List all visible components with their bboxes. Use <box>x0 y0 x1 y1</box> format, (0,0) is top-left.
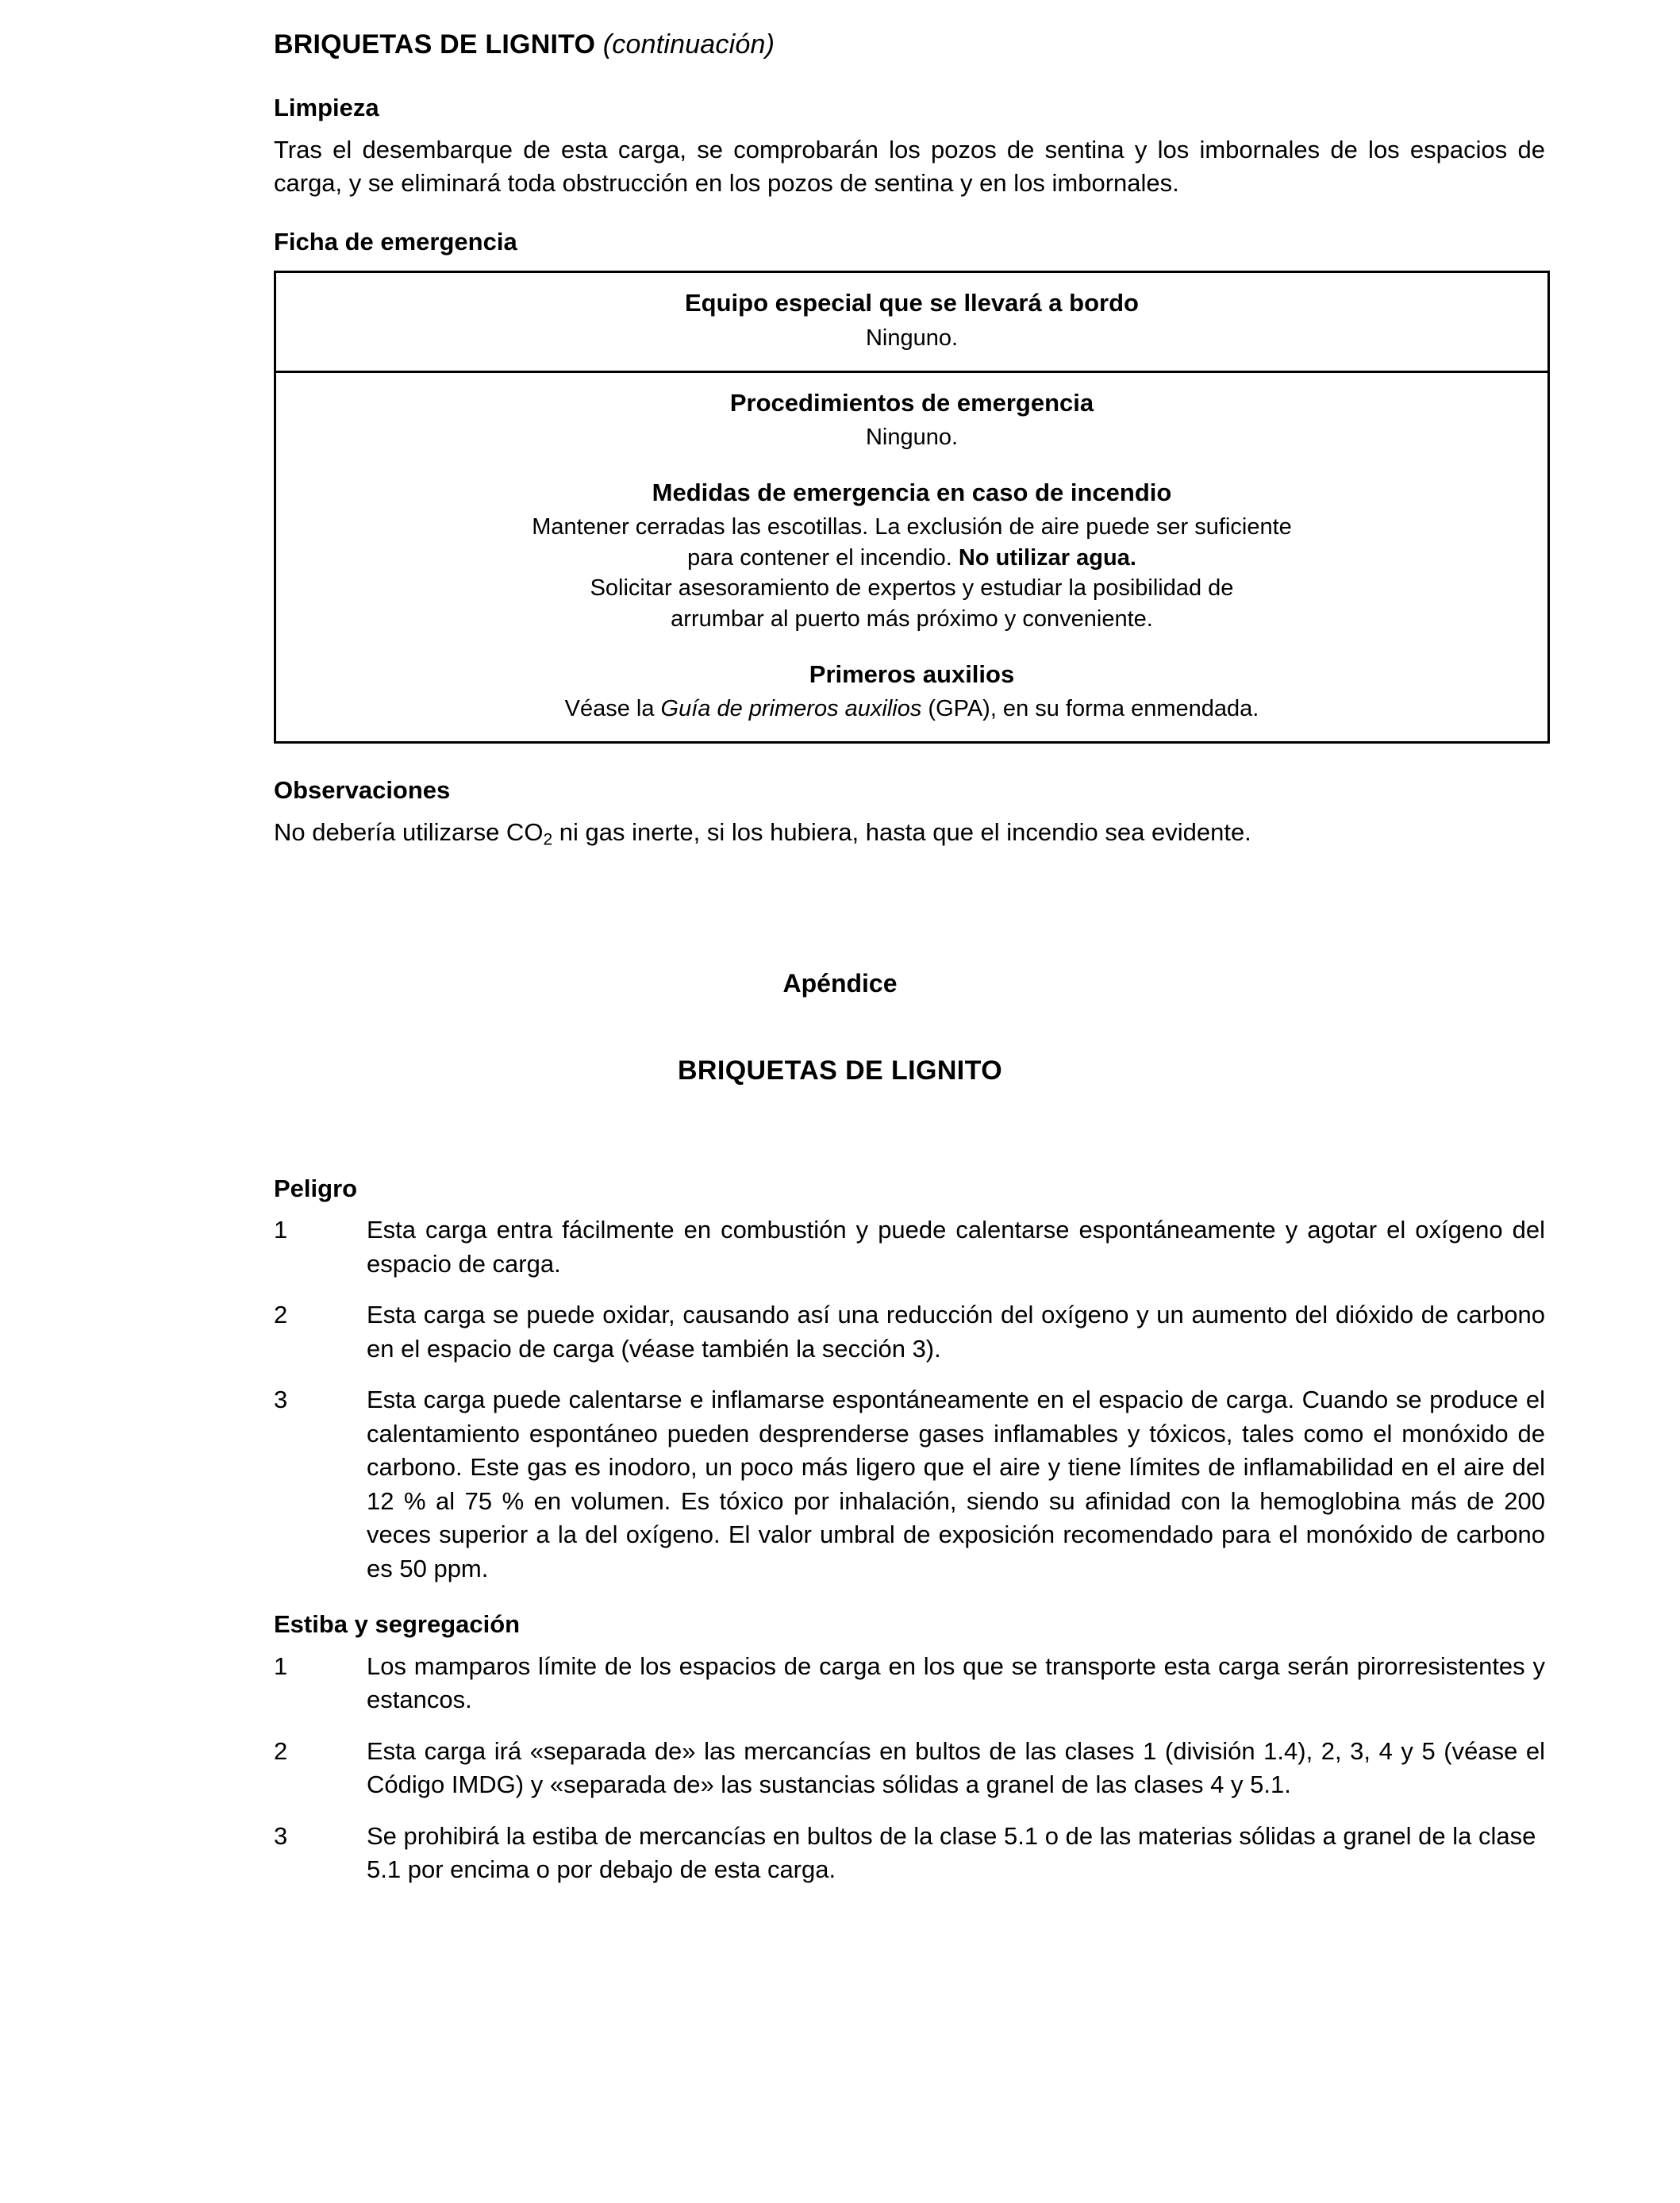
fire-measures-line-3: Solicitar asesoramiento de expertos y estudiar la posibilidad de <box>590 575 1234 602</box>
appendix-spacer <box>274 850 1545 969</box>
emergency-row-special-equipment <box>276 273 1547 371</box>
paragraph-observaciones <box>274 816 1545 849</box>
observaciones-text-b: ni gas inerte, si los hubiera, hasta que el incendio sea evidente. <box>552 818 1251 847</box>
fire-measures-line-1: Mantener cerradas las escotillas. La exclusión de aire puede ser suficiente <box>532 514 1292 540</box>
estiba-list <box>274 1650 1545 1887</box>
list-item-number: 3 <box>274 1821 288 1850</box>
observaciones-text-a: No debería utilizarse CO <box>274 818 544 847</box>
list-item-number: 1 <box>274 1651 288 1680</box>
fire-measures-line-4: arrumbar al puerto más próximo y conveniente. <box>671 606 1153 632</box>
first-aid-title: Primeros auxilios <box>809 659 1015 688</box>
list-item <box>274 1735 1545 1802</box>
list-item-number: 1 <box>274 1216 288 1244</box>
special-equipment-title: Equipo especial que se llevará a bordo <box>685 289 1139 317</box>
list-item-text: Esta carga puede calentarse e inflamarse espontáneamente en el espacio de carga. Cuando se produce el calentamiento espontáneo pueden desprenderse gases inflamables y tóxicos, tales como el monóxido de carbono. Este gas es inodoro, un poco más ligero que el aire y tiene límites de inflamabilidad en el aire del 12 % al 75 % en volumen. Es tóxico por inhalación, siendo su afinidad con la hemoglobina más de 200 veces superior a la del oxígeno. El valor umbral de exposición recomendado para el monóxido de carbono es 50 ppm. <box>367 1386 1545 1582</box>
first-aid-text-a: Véase la <box>564 695 661 721</box>
procedures-text: Ninguno. <box>865 425 959 451</box>
heading-peligro: Peligro <box>274 1174 358 1202</box>
heading-estiba-segregacion: Estiba y segregación <box>274 1610 521 1639</box>
emergency-schedule-box <box>274 271 1550 744</box>
list-item <box>274 1298 1545 1366</box>
first-aid-guide-title: Guía de primeros auxilios <box>660 695 922 721</box>
list-item-text: Esta carga entra fácilmente en combustión y puede calentarse espontáneamente y agotar el oxígeno del espacio de carga. <box>367 1216 1545 1278</box>
first-aid-text-b: (GPA), en su forma enmendada. <box>921 695 1259 721</box>
fire-measures-warning: No utilizar agua. <box>958 544 1136 571</box>
paragraph-limpieza: Tras el desembarque de esta carga, se comprobarán los pozos de sentina y los imbornales de los espacios de carga, y se eliminará toda obstrucción en los pozos de sentina y en los imbornales. <box>274 135 1545 198</box>
list-item <box>274 1650 1545 1717</box>
peligro-list <box>274 1213 1545 1586</box>
heading-limpieza: Limpieza <box>274 93 379 121</box>
fire-measures-line-2-text: para contener el incendio. <box>687 544 959 571</box>
list-item-text: Esta carga se puede oxidar, causando así una reducción del oxígeno y un aumento del dióxido de carbono en el espacio de carga (véase también la sección 3). <box>367 1301 1545 1363</box>
co2-subscript: 2 <box>543 830 553 849</box>
list-item-text: Los mamparos límite de los espacios de carga en los que se transporte esta carga serán pirorresistentes y estancos. <box>367 1651 1545 1714</box>
list-item-number: 2 <box>274 1301 288 1329</box>
appendix-title: BRIQUETAS DE LIGNITO <box>677 1055 1003 1086</box>
running-head-continuation: (continuación) <box>602 29 775 60</box>
list-item <box>274 1820 1545 1887</box>
running-head-title: BRIQUETAS DE LIGNITO <box>274 29 596 60</box>
appendix-label: Apéndice <box>782 968 898 998</box>
first-aid-text <box>297 694 1527 725</box>
list-item <box>274 1383 1545 1586</box>
fire-measures-title: Medidas de emergencia en caso de incendio <box>652 478 1172 506</box>
heading-ficha-emergencia: Ficha de emergencia <box>274 228 517 256</box>
list-item-text: Se prohibirá la estiba de mercancías en bultos de la clase 5.1 o de las materias sólidas a granel de la clase 5.1 por encima o por debajo de esta carga. <box>367 1821 1536 1884</box>
emergency-row-procedures <box>276 371 1547 741</box>
heading-observaciones: Observaciones <box>274 776 451 805</box>
list-item-text: Esta carga irá «separada de» las mercancías en bultos de las clases 1 (división 1.4), 2, 3, 4 y 5 (véase el Código IMDG) y «separada de» las sustancias sólidas a granel de las clases 4 y 5.1. <box>367 1736 1545 1799</box>
procedures-title: Procedimientos de emergencia <box>729 389 1094 417</box>
list-item <box>274 1213 1545 1281</box>
fire-measures-line-2 <box>297 543 1527 574</box>
special-equipment-text: Ninguno. <box>865 325 959 351</box>
list-item-number: 2 <box>274 1736 288 1765</box>
list-item-number: 3 <box>274 1386 288 1414</box>
page-running-head <box>274 29 1545 61</box>
